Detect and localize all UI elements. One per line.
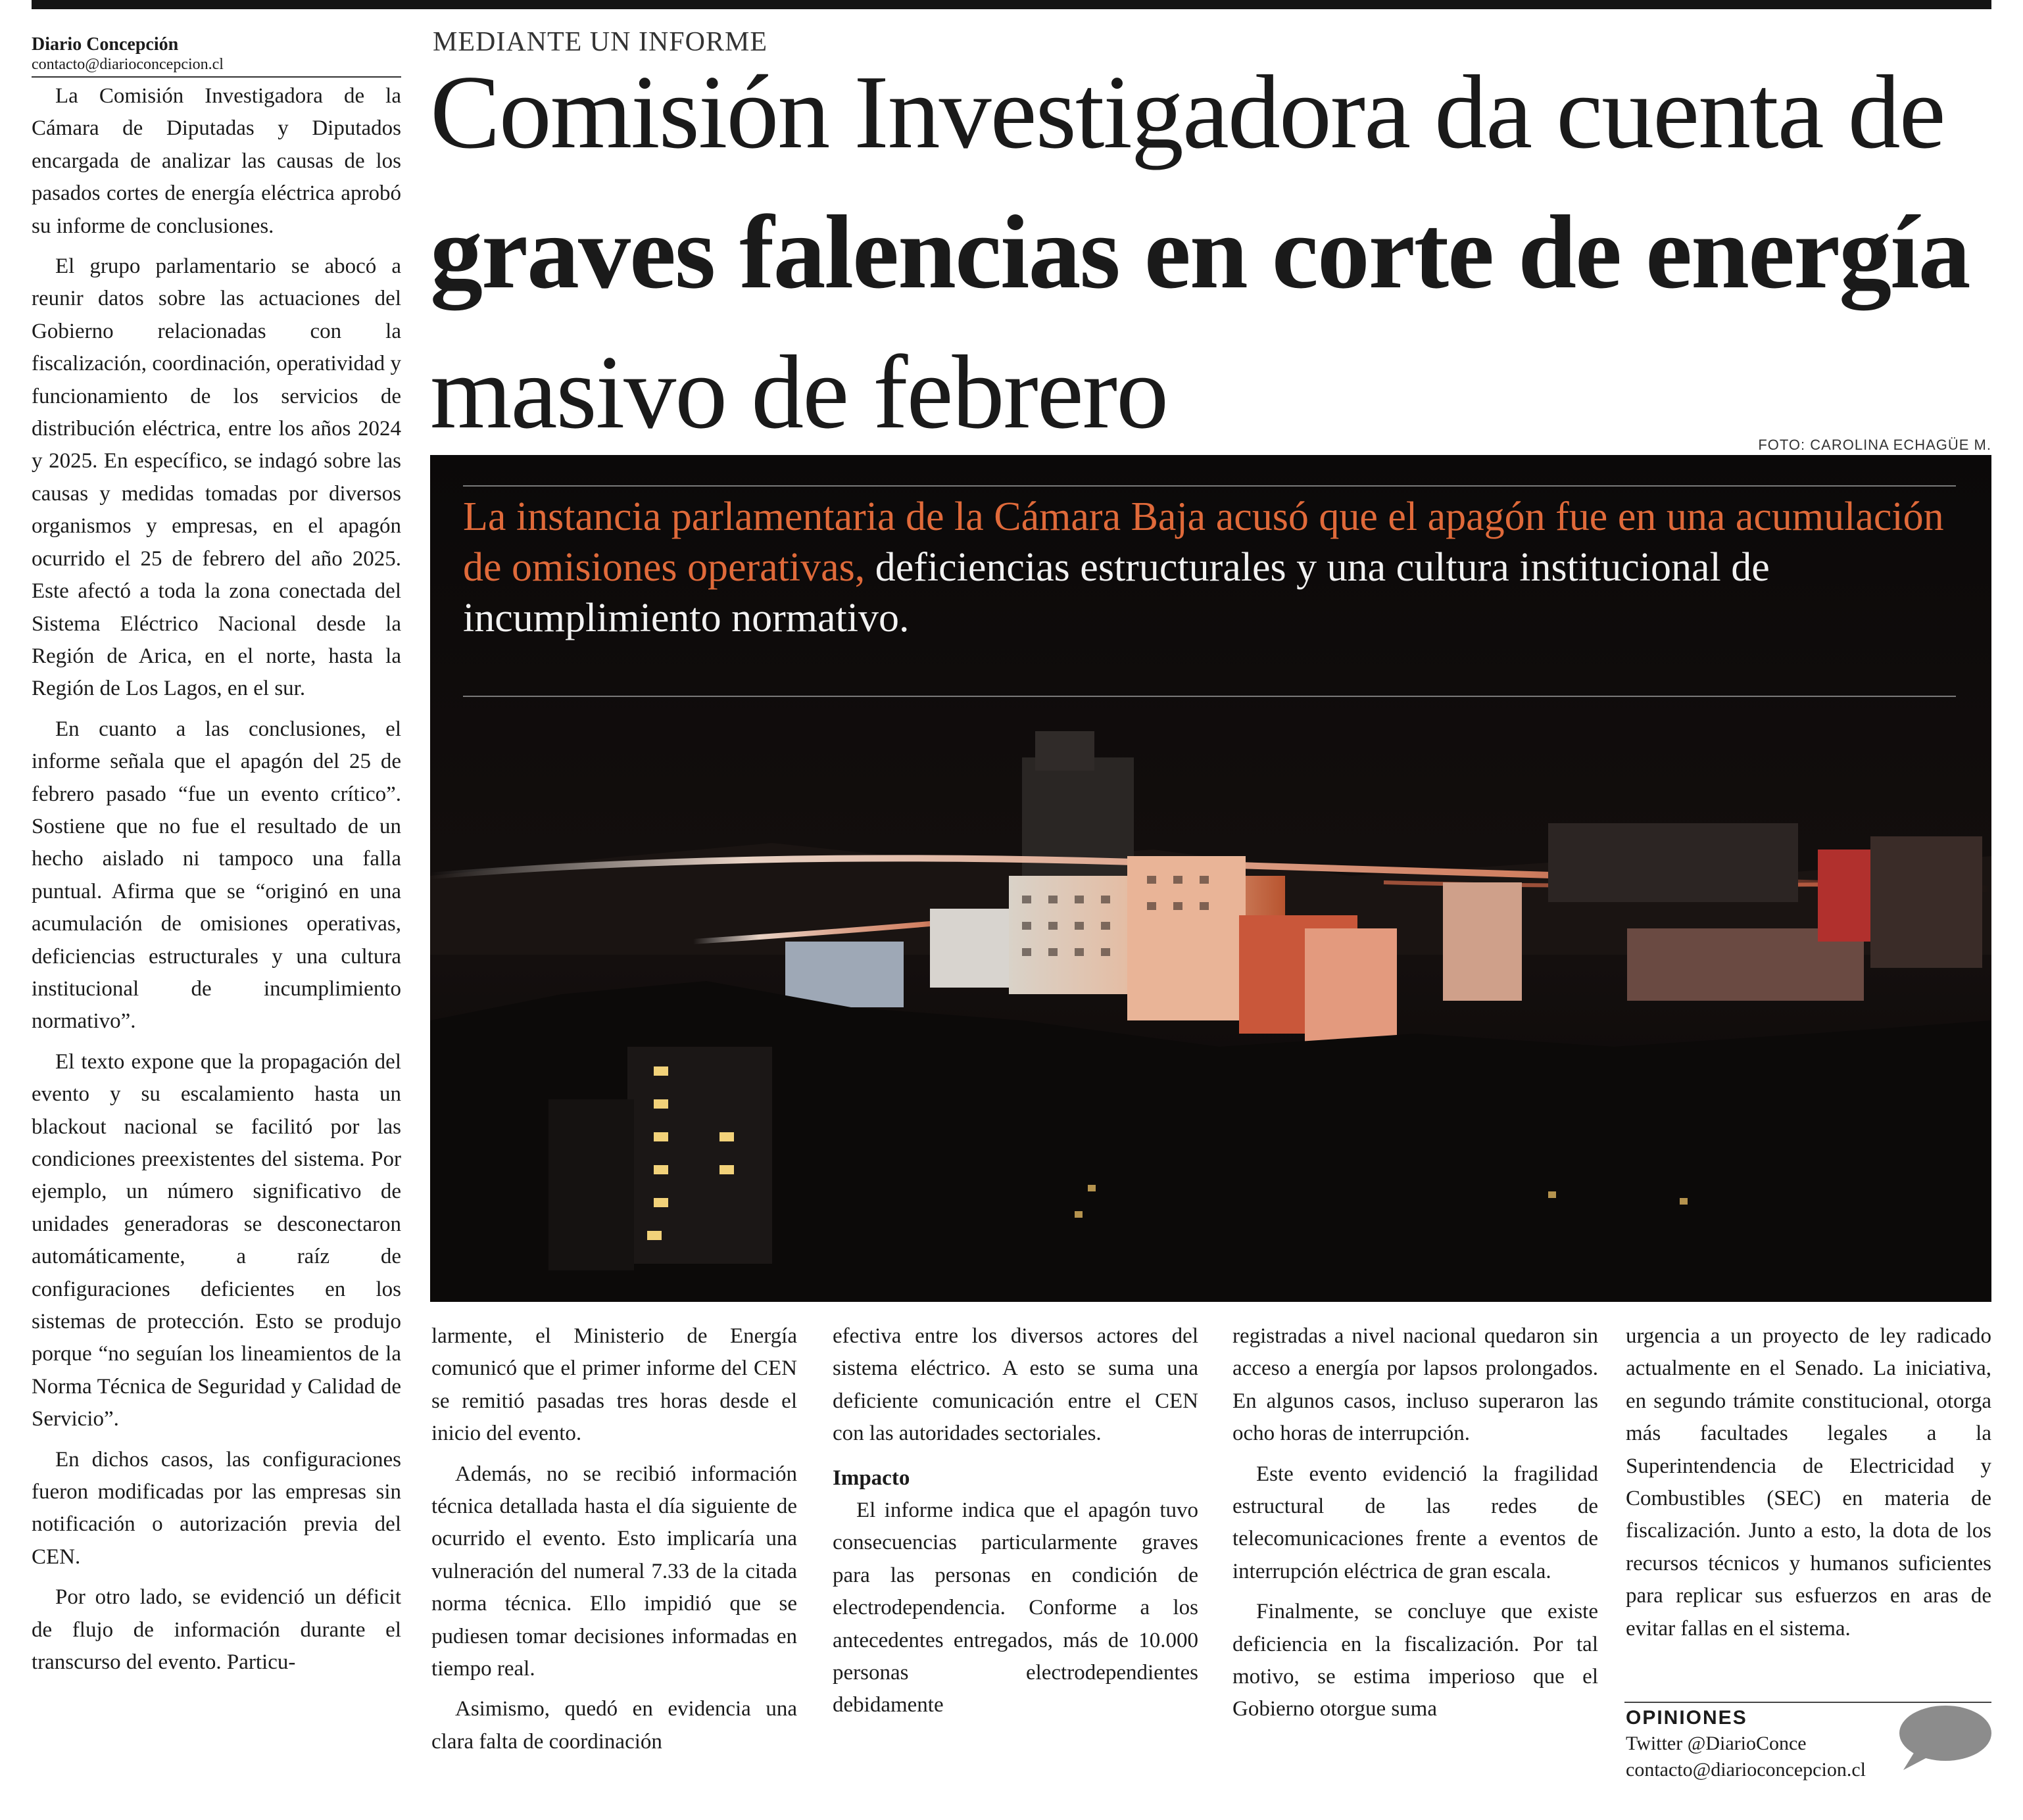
article-paragraph: La Comisión Investigadora de la Cámara de Diputadas y Diputados encargada de analizar las causas de los pasados cortes de energía eléctrica aprobó su informe de conclusiones. [32,84,401,238]
article-paragraph: registradas a nivel nacional quedaron sin acceso a energía por lapsos prolongados. En algunos casos, incluso superaron las ocho horas de interrupción. [1232,1324,1598,1446]
article-paragraph: Además, no se recibió información técnica detallada hasta el día siguiente de ocurrido el evento. Esto implicaría una vulneración del numeral 7.33 de la citada norma técnica. Ello impidió que se pudiesen tomar decisiones informadas en tiempo real. [431,1462,797,1681]
article-paragraph: Finalmente, se concluye que existe deficiencia en la fiscalización. Por tal motivo, se estima imperioso que el Gobierno otorgue suma [1232,1600,1598,1721]
headline-part: Comisión Investigadora da cuenta de [430,53,1945,170]
article-column-2 [431,1320,797,1766]
article-paragraph: Este evento evidenció la fragilidad estructural de las redes de telecomunicaciones frente a eventos de interrupción eléctrica de gran escala. [1232,1462,1598,1583]
article-paragraph: El informe indica que el apagón tuvo consecuencias particularmente graves para las personas en condición de electrodependencia. Conforme a los antecedentes entregados, más de 10.000 personas electrodependientes debidamente [833,1498,1198,1717]
paper-name: Diario Concepción [32,34,179,55]
article-paragraph: larmente, el Ministerio de Energía comunicó que el primer informe del CEN se remitió pasadas tres horas desde el inicio del evento. [431,1324,797,1446]
opinions-title: OPINIONES [1626,1707,1747,1729]
opinions-email: contacto@diarioconcepcion.cl [1626,1759,1866,1781]
article-paragraph: En cuanto a las conclusiones, el informe señala que el apagón del 25 de febrero pasado “fue un evento crítico”. Sostiene que no fue el resultado de un hecho aislado ni tampoco una falla puntual. Afirma que se “originó en una acumulación de omisiones operativas, deficiencias estructurales y una cultura institucional de incumplimiento normativo”. [32,717,401,1034]
article-paragraph: efectiva entre los diversos actores del sistema eléctrico. A esto se suma una deficiente comunicación entre el CEN con las autoridades sectoriales. [833,1324,1198,1446]
article-paragraph: Por otro lado, se evidenció un déficit de flujo de información durante el transcurso del evento. Particu- [32,1585,401,1675]
article-paragraph: El texto expone que la propagación del evento y su escalamiento hasta un blackout nacional se facilitó por las condiciones preexistentes del sistema. Por ejemplo, un número significativo de unidades generadoras se desconectaron automáticamente, a raíz de configuraciones deficientes en los sistemas de protección. Esto se produjo porque “no seguían los lineamientos de la Norma Técnica de Seguridad y Calidad de Servicio”. [32,1049,401,1431]
pull-quote-highlight: La instancia parlamentaria de la Cámara Baja acusó que el apagón fue en una acumulación de omisiones operativas, [463,494,1944,590]
quote-rule-bottom [463,696,1956,697]
subheading: Impacto [833,1466,910,1490]
quote-rule-top [463,485,1956,487]
article-column-5 [1626,1320,1991,1653]
headline [430,42,1995,462]
masthead-divider [32,76,401,78]
paper-email: contacto@diarioconcepcion.cl [32,56,224,73]
top-rule [32,0,1991,9]
speech-bubble-icon [1894,1702,1993,1774]
article-column-3 [833,1320,1198,1730]
article-paragraph: En dichos casos, las configuraciones fueron modificadas por las empresas sin notificación o autorización previa del CEN. [32,1447,401,1569]
pull-quote-text: deficiencias estructurales y una cultura institucional de incumplimiento normativo. [463,545,1770,640]
article-paragraph: El grupo parlamentario se abocó a reunir datos sobre las actuaciones del Gobierno relacionadas con la fiscalización, coordinación, operatividad y funcionamiento de los servicios de distribución eléctrica, entre los años 2024 y 2025. En específico, se indagó sobre las causas y medidas tomadas por diversos organismos y empresas, en el apagón ocurrido el 25 de febrero del año 2025. Este afectó a toda la zona conectada del Sistema Eléctrico Nacional desde la Región de Arica, en el norte, hasta la Región de Los Lagos, en el sur. [32,254,401,701]
photo-pull-quote [463,492,1956,644]
left-article-column [32,80,401,1687]
masthead [32,34,401,74]
headline-part: masivo de febrero [430,333,1168,450]
kicker: MEDIANTE UN INFORME [433,27,768,57]
article-column-4 [1232,1320,1598,1734]
photo-credit: FOTO: CAROLINA ECHAGÜE M. [1758,437,1991,453]
article-paragraph: urgencia a un proyecto de ley radicado actualmente en el Senado. La iniciativa, en segundo trámite constitucional, otorga más facultades legales a la Superintendencia de Electricidad y Combustibles (SEC) en materia de fiscalización. Junto a esto, la dota de los recursos técnicos y humanos suficientes para replicar sus esfuerzos en aras de evitar fallas en el sistema. [1626,1324,1991,1640]
article-paragraph: Asimismo, quedó en evidencia una clara falta de coordinación [431,1697,797,1754]
headline-bold: graves falencias en corte de energía [430,193,1970,310]
night-city-photo [430,455,1991,1302]
opinions-twitter: Twitter @DiarioConce [1626,1733,1807,1754]
